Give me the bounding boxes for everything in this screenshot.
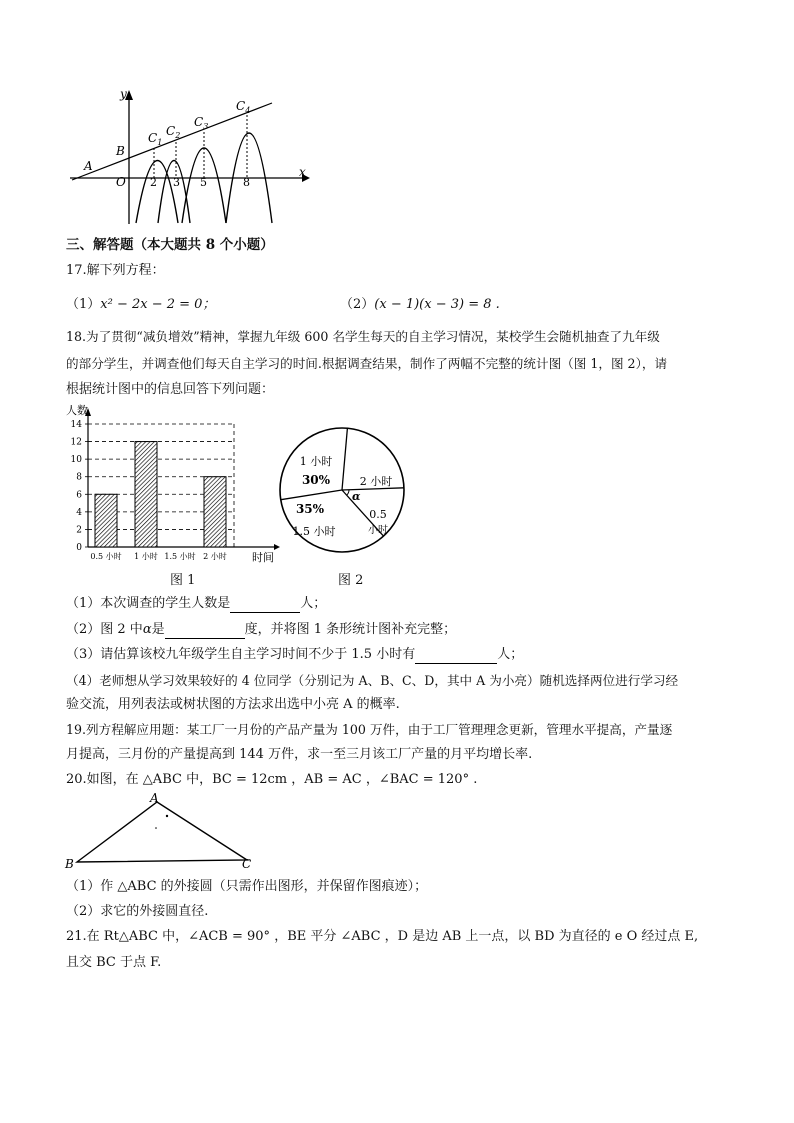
- vertex-b-label: B: [65, 857, 74, 870]
- q18-sub4-line1: （4）老师想从学习效果较好的 4 位同学（分别记为 A、B、C、D，其中 A 为小亮）随机选择两位进行学习经: [66, 673, 679, 688]
- q17-part1-equation: x² − 2x − 2 = 0；: [100, 297, 216, 312]
- peak-label-c3: $C_3$: [194, 115, 209, 131]
- point-b-label: B: [116, 144, 125, 158]
- tick-label-5: 5: [200, 176, 207, 189]
- y-tick-label: 10: [70, 455, 82, 466]
- q18-sub2-rest: 度，并将图 1 条形统计图补充完整；: [244, 622, 457, 637]
- q18-line2: 的部分学生，并调查他们每天自主学习的时间.根据调查结果，制作了两幅不完整的统计图（图 1，图 2），请: [66, 356, 668, 371]
- x-tick-label: 1 小时: [134, 552, 158, 561]
- q18-sub2-is: 是: [151, 622, 165, 637]
- bar: [95, 494, 117, 547]
- q20-sub2: （2）求它的外接圆直径.: [66, 904, 209, 919]
- slice-value-1.5h: 35%: [295, 502, 325, 516]
- figure2-caption: 图 2: [338, 573, 364, 588]
- slice-label-0.5h-unit: 小时: [368, 525, 388, 536]
- q17-part2-label: （2）: [340, 297, 375, 312]
- bar: [204, 477, 226, 547]
- alpha-symbol: α: [142, 622, 152, 637]
- tick-label-8: 8: [243, 176, 250, 189]
- vertex-c-label: C: [242, 857, 252, 870]
- x-axis-label: 时间: [252, 551, 274, 564]
- q18-sub1: [66, 595, 326, 613]
- q18-sub4-line2: 验交流，用列表法或树状图的方法求出选中小亮 A 的概率.: [66, 697, 400, 712]
- y-tick-label: 0: [76, 543, 82, 553]
- axis-y-label: y: [120, 88, 127, 101]
- q18-sub1-unit: 人；: [300, 596, 327, 611]
- slice-label-2h: 2 小时: [359, 475, 393, 488]
- y-tick-label: 12: [70, 437, 82, 448]
- bar-chart: [62, 402, 287, 567]
- q17-part2: [340, 296, 500, 314]
- q17-part2-equation: (x − 1)(x − 3) = 8 .: [374, 297, 500, 312]
- answer-blank-1[interactable]: [230, 598, 300, 613]
- answer-blank-2[interactable]: [165, 624, 245, 639]
- q18-line3: 根据统计图中的信息回答下列问题：: [66, 382, 275, 397]
- peak-label-c1: $C_1$: [148, 131, 163, 147]
- q18-sub3-text: （3）请估算该校九年级学生自主学习时间不少于 1.5 小时有: [66, 647, 416, 662]
- peak-label-c4: $C_4$: [236, 99, 251, 115]
- q17-stem: 17.解下列方程：: [66, 263, 165, 278]
- q19-line1: 19.列方程解应用题：某工厂一月份的产品产量为 100 万件，由于工厂管理理念更新，管理水平提高，产量逐: [66, 722, 673, 737]
- alpha-label: α: [352, 490, 361, 503]
- q20-stem: 20.如图，在 △ABC 中，BC = 12cm ，AB = AC ，∠BAC = 120° .: [66, 772, 478, 787]
- q18-sub2: [66, 621, 456, 639]
- slice-label-1.5h: 1.5 小时: [292, 525, 336, 538]
- axis-x-label: x: [299, 165, 306, 179]
- y-axis-label: 人数: [66, 404, 88, 417]
- section-heading: 三、解答题（本大题共 8 个小题）: [66, 237, 274, 253]
- tick-label-2: 2: [150, 176, 157, 189]
- slice-label-0.5h: 0.5: [369, 508, 387, 521]
- q17-part1-label: （1）: [66, 297, 101, 312]
- triangle-abc-figure: [62, 790, 262, 870]
- origin-label: O: [116, 175, 126, 189]
- parabola-figure: [66, 88, 316, 228]
- x-tick-label: 1.5 小时: [164, 552, 196, 561]
- x-tick-label: 2 小时: [203, 552, 227, 561]
- slice-label-1h: 1 小时: [299, 455, 333, 468]
- vertex-a-label: A: [150, 791, 159, 805]
- answer-blank-3[interactable]: [415, 649, 497, 664]
- q20-sub1: （1）作 △ABC 的外接圆（只需作出图形，并保留作图痕迹）；: [66, 879, 428, 894]
- q18-sub3: [66, 646, 523, 664]
- bar: [135, 442, 157, 547]
- y-tick-label: 14: [70, 420, 82, 430]
- point-a-label: A: [84, 159, 93, 173]
- x-tick-label: 0.5 小时: [90, 552, 122, 561]
- y-tick-label: 8: [76, 472, 82, 483]
- y-tick-label: 2: [76, 525, 82, 536]
- q21-line2: 且交 BC 于点 F.: [66, 955, 162, 970]
- q21-line1: 21.在 Rt△ABC 中，∠ACB = 90° ，BE 平分 ∠ABC ，D 是边 AB 上一点，以 BD 为直径的 e O 经过点 E,: [66, 929, 699, 944]
- tick-label-3: 3: [173, 176, 180, 189]
- q18-sub3-unit: 人；: [497, 647, 524, 662]
- q18-sub1-text: （1）本次调查的学生人数是: [66, 596, 231, 611]
- y-tick-label: 4: [76, 507, 82, 518]
- q17-part1: [66, 296, 215, 314]
- figure1-caption: 图 1: [170, 573, 196, 588]
- q18-sub2-text: （2）图 2 中: [66, 622, 143, 637]
- slice-value-1h: 30%: [301, 473, 331, 487]
- peak-label-c2: $C_2$: [166, 124, 181, 140]
- pie-chart: [270, 405, 420, 565]
- q18-line1: 18.为了贯彻“减负增效”精神，掌握九年级 600 名学生每天的自主学习情况，某校学生会随机抽查了九年级: [66, 329, 660, 344]
- q19-line2: 月提高，三月份的产量提高到 144 万件，求一至三月该工厂产量的月平均增长率.: [66, 747, 533, 762]
- y-tick-label: 6: [76, 490, 82, 501]
